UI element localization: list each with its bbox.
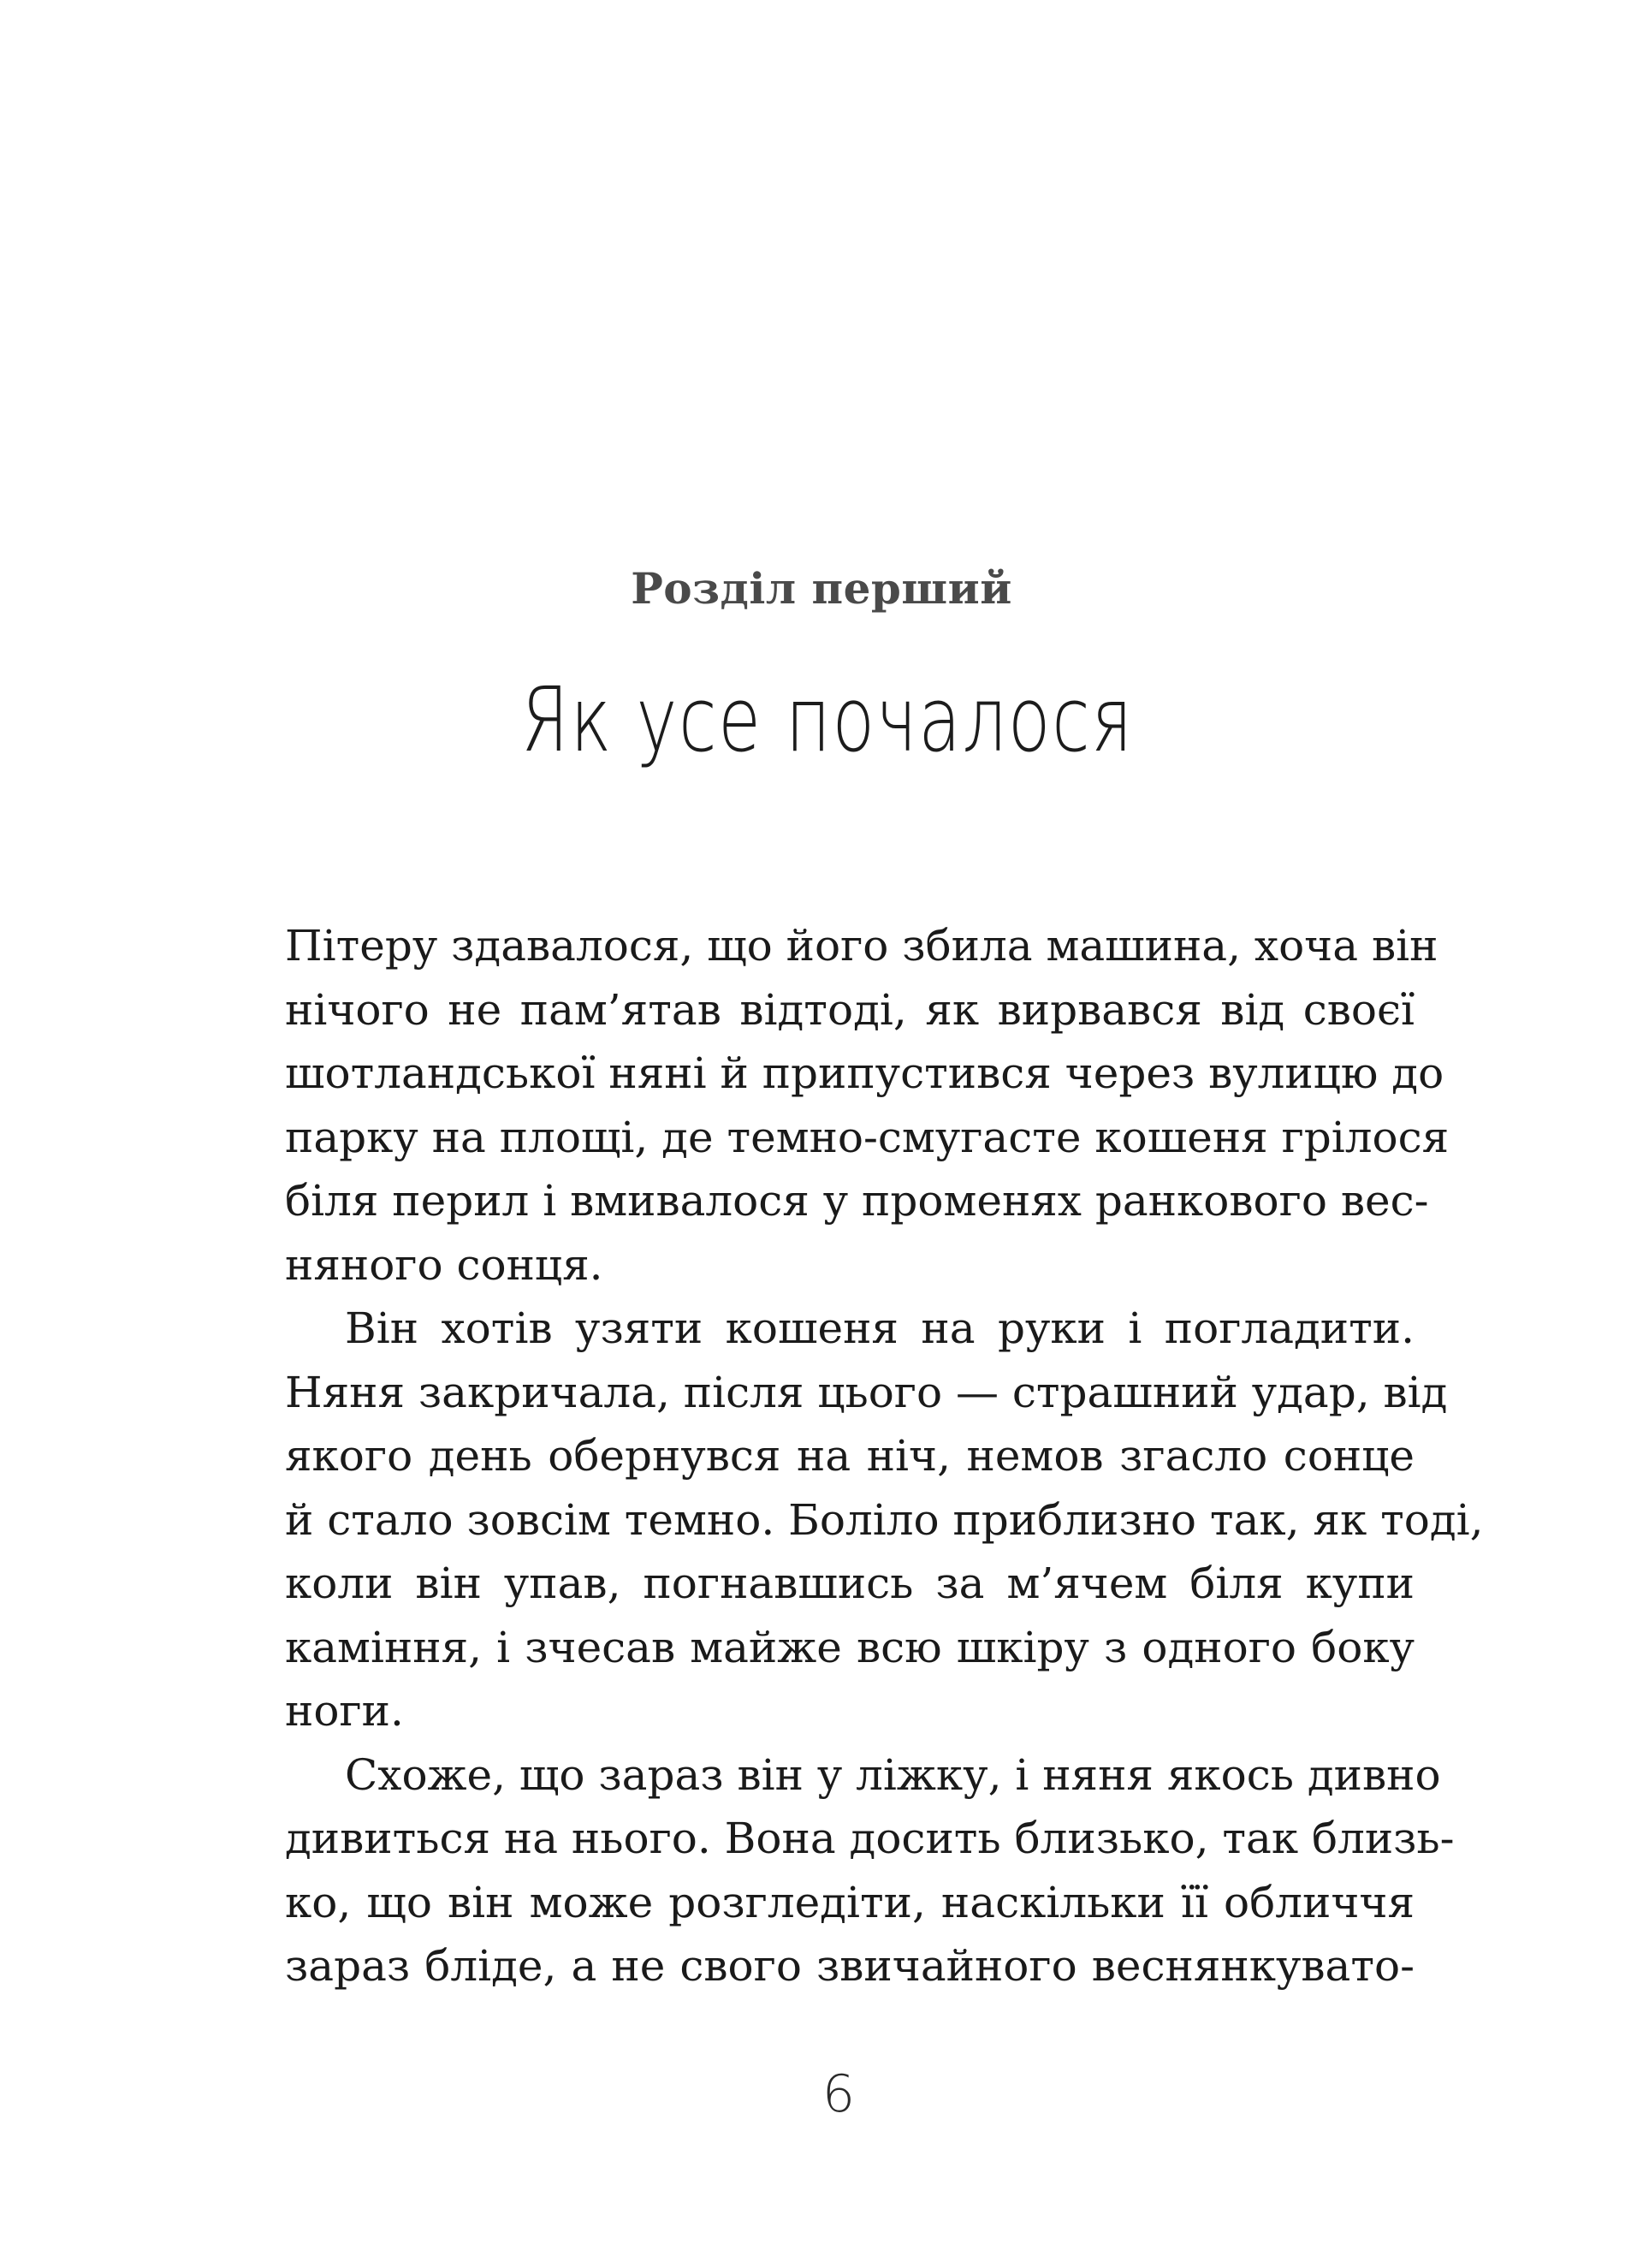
- text-line: якого день обернувся на ніч, немов згасло сонце: [285, 1431, 1415, 1481]
- text-line: ноги.: [285, 1686, 404, 1736]
- text-line: ко, що він може розгледіти, наскільки її обличчя: [285, 1877, 1415, 1927]
- text-line: Схоже, що зараз він у ліжку, і няня якось дивно: [345, 1749, 1441, 1800]
- text-line: Няня закричала, після цього — страшний удар, від: [285, 1367, 1448, 1417]
- text-line: парку на площі, де темно-смугасте кошеня грілося: [285, 1112, 1450, 1162]
- chapter-title: Як усе почалося: [520, 668, 1134, 772]
- text-line: й стало зовсім темно. Боліло приблизно так, як тоді,: [285, 1494, 1484, 1545]
- text-line: няного сонця.: [285, 1239, 603, 1290]
- text-line: нічого не пам’ятав відтоді, як вирвався від своєї: [285, 984, 1415, 1035]
- text-line: шотландської няні й припустився через вулицю до: [285, 1048, 1444, 1098]
- body-text: [285, 914, 1484, 1998]
- page-number: 6: [822, 2064, 856, 2124]
- text-line: Він хотів узяти кошеня на руки і погладити.: [345, 1303, 1415, 1353]
- text-line: коли він упав, погнавшись за м’ячем біля купи: [285, 1559, 1415, 1608]
- text-line: зараз бліде, а не свого звичайного веснянкувато-: [285, 1941, 1415, 1991]
- text-line: Пітеру здавалося, що його збила машина, хоча він: [285, 921, 1438, 971]
- text-line: біля перил і вмивалося у променях ранкового вес-: [285, 1176, 1429, 1226]
- text-line: дивиться на нього. Вона досить близько, так близь-: [285, 1814, 1455, 1863]
- text-line: каміння, і зчесав майже всю шкіру з одного боку: [285, 1622, 1415, 1672]
- chapter-label: Розділ перший: [631, 563, 1012, 614]
